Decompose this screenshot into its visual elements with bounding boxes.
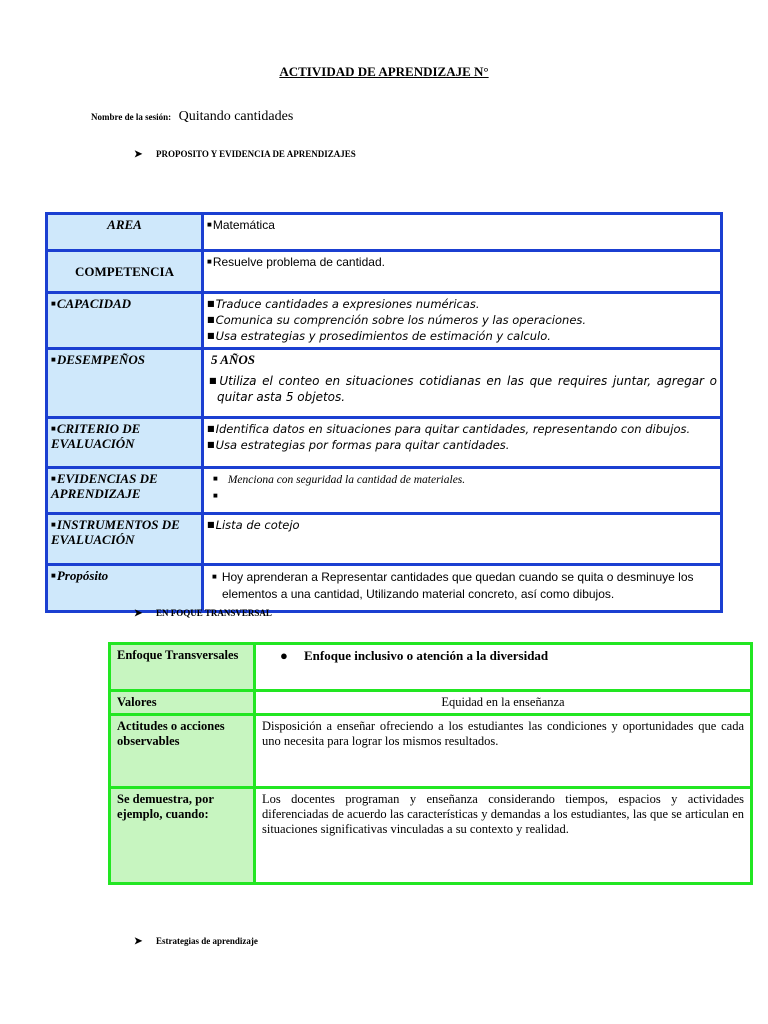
area-value	[203, 214, 722, 251]
heading-estrategias	[134, 936, 258, 947]
square-bullet-icon: ■	[51, 424, 56, 433]
competencia-label	[47, 251, 203, 293]
row-proposito	[47, 565, 722, 612]
actitudes-value	[255, 715, 752, 788]
heading-estrategias-text: Estrategias de aprendizaje	[156, 936, 258, 946]
square-bullet-icon: ■	[213, 474, 218, 483]
criterio-item-text: Usa estrategias por formas para quitar cantidades.	[215, 438, 510, 452]
heading-enfoque-text: EN FOQUE TRANSVERSAL	[156, 608, 272, 618]
desempenos-value	[203, 349, 722, 418]
criterio-label-text: CRITERIO DE EVALUACIÓN	[51, 421, 141, 451]
square-bullet-icon: ■	[51, 474, 56, 483]
criterio-item	[207, 421, 717, 437]
capacidad-item	[207, 328, 717, 344]
row-competencia	[47, 251, 722, 293]
area-label	[47, 214, 203, 251]
capacidad-item	[207, 296, 717, 312]
arrow-bullet-icon: ➤	[134, 149, 143, 160]
row-actitudes	[110, 715, 752, 788]
area-value-text: Matemática	[212, 218, 275, 232]
evidencias-value	[203, 468, 722, 514]
valores-value-text: Equidad en la enseñanza	[441, 695, 565, 709]
row-enfoque	[110, 644, 752, 691]
square-bullet-icon: ■	[207, 520, 215, 529]
instrumentos-label	[47, 514, 203, 565]
session-label: Nombre de la sesión:	[91, 112, 172, 122]
square-bullet-icon: ■	[51, 299, 56, 308]
desempenos-label	[47, 349, 203, 418]
row-demuestra	[110, 788, 752, 884]
square-bullet-icon: ■	[207, 315, 215, 324]
instrumentos-value-text: Lista de cotejo	[215, 518, 300, 532]
evidencias-label-text: EVIDENCIAS DE APRENDIZAJE	[51, 471, 158, 501]
proposito-item	[212, 568, 717, 603]
square-bullet-icon: ■	[207, 220, 212, 229]
criterio-value	[203, 418, 722, 468]
criterio-item	[207, 437, 717, 453]
instrumentos-value	[203, 514, 722, 565]
evidencias-item	[207, 471, 717, 488]
evidencias-label	[47, 468, 203, 514]
competencia-value-text: Resuelve problema de cantidad.	[212, 255, 385, 269]
row-desempenos	[47, 349, 722, 418]
arrow-bullet-icon: ➤	[134, 608, 143, 619]
capacidad-item-text: Comunica su comprención sobre los números y las operaciones.	[215, 313, 587, 327]
valores-label	[110, 691, 255, 715]
criterio-item-text: Identifica datos en situaciones para quitar cantidades, representando con dibujos.	[215, 422, 691, 436]
heading-proposito-text: PROPOSITO Y EVIDENCIA DE APRENDIZAJES	[156, 149, 356, 159]
dot-bullet-icon: ●	[280, 648, 288, 663]
actitudes-label	[110, 715, 255, 788]
capacidad-value	[203, 293, 722, 349]
evidencias-item-text: Menciona con seguridad la cantidad de materiales.	[227, 474, 466, 486]
enfoque-value-text: Enfoque inclusivo o atención a la diversidad	[304, 648, 549, 663]
square-bullet-icon: ■	[212, 572, 217, 581]
demuestra-label	[110, 788, 255, 884]
square-bullet-icon: ■	[207, 440, 215, 449]
session-value: Quitando cantidades	[178, 109, 294, 124]
page-title: ACTIVIDAD DE APRENDIZAJE N°	[279, 64, 489, 79]
capacidad-item-text: Usa estrategias y prosedimientos de estimación y calculo.	[215, 329, 551, 343]
demuestra-value	[255, 788, 752, 884]
desempenos-item-text: Utiliza el conteo en situaciones cotidianas en las que requires juntar, agregar o quitar asta 5 objetos.	[217, 374, 717, 404]
square-bullet-icon: ■	[51, 571, 56, 580]
square-bullet-icon: ■	[207, 299, 215, 308]
square-bullet-icon: ■	[207, 257, 212, 266]
heading-proposito	[134, 149, 356, 160]
row-evidencias	[47, 468, 722, 514]
row-criterio	[47, 418, 722, 468]
enfoque-label-text: Enfoque Transversales	[117, 648, 239, 662]
enfoque-table	[108, 642, 753, 885]
desempenos-item	[207, 373, 717, 405]
demuestra-label-text: Se demuestra, por ejemplo, cuando:	[117, 792, 214, 821]
arrow-bullet-icon: ➤	[134, 936, 143, 947]
competencia-value	[203, 251, 722, 293]
proposito-value	[203, 565, 722, 612]
demuestra-value-text: Los docentes programan y enseñanza considerando tiempos, espacios y actividades diferenciadas de acuerdo las características y demandas a los estudiantes, las que se articulan en situaciones significativas vinculadas a su contexto y realidad.	[262, 792, 744, 836]
actitudes-value-text: Disposición a enseñar ofreciendo a los estudiantes las condiciones y oportunidades que cada uno necesita para lograr los mismos resultados.	[262, 719, 744, 748]
proposito-label	[47, 565, 203, 612]
actitudes-label-text: Actitudes o acciones observables	[117, 719, 225, 748]
square-bullet-icon: ■	[207, 424, 215, 433]
proposito-value-text: Hoy aprenderan a Representar cantidades que quedan cuando se quita o desminuye los elementos a una cantidad, Utilizando material concreto, así como dibujos.	[221, 570, 694, 601]
enfoque-value	[255, 644, 752, 691]
proposito-label-text: Propósito	[56, 568, 109, 583]
desempenos-age: 5 AÑOS	[211, 352, 255, 367]
area-label-text: AREA	[107, 217, 142, 232]
square-bullet-icon: ■	[213, 491, 218, 500]
valores-value	[255, 691, 752, 715]
desempenos-label-text: DESEMPEÑOS	[56, 352, 145, 367]
square-bullet-icon: ■	[51, 355, 56, 364]
capacidad-item	[207, 312, 717, 328]
valores-label-text: Valores	[117, 695, 157, 709]
learning-table	[45, 212, 723, 613]
criterio-label	[47, 418, 203, 468]
row-valores	[110, 691, 752, 715]
competencia-label-text: COMPETENCIA	[75, 264, 174, 279]
square-bullet-icon: ■	[207, 331, 215, 340]
row-area	[47, 214, 722, 251]
evidencias-item	[207, 488, 717, 505]
row-capacidad	[47, 293, 722, 349]
square-bullet-icon: ■	[209, 376, 219, 385]
capacidad-item-text: Traduce cantidades a expresiones numéricas.	[215, 297, 480, 311]
capacidad-label-text: CAPACIDAD	[56, 296, 132, 311]
row-instrumentos	[47, 514, 722, 565]
capacidad-label	[47, 293, 203, 349]
instrumentos-label-text: INSTRUMENTOS DE EVALUACIÓN	[51, 517, 180, 547]
square-bullet-icon: ■	[51, 520, 56, 529]
heading-enfoque	[134, 608, 272, 619]
enfoque-label	[110, 644, 255, 691]
session-name	[91, 109, 293, 125]
